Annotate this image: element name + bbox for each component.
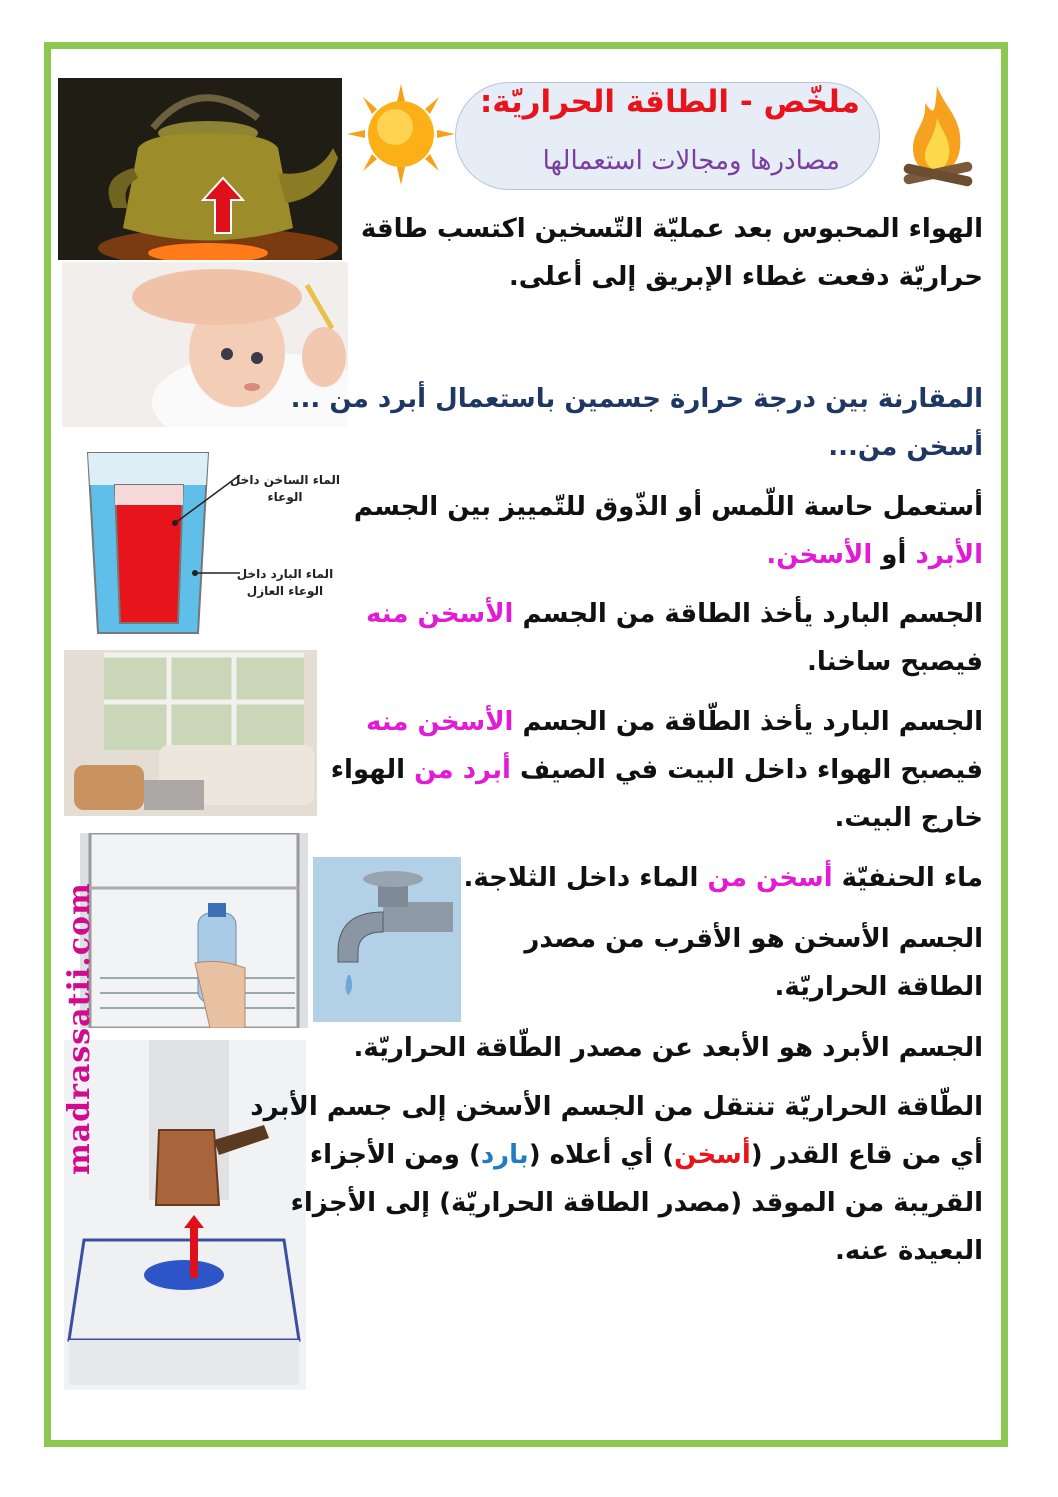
p7-line2: الطاقة الحراريّة. (774, 972, 983, 1002)
p5-line3: خارج البيت. (834, 803, 983, 833)
p9-line2: أي من قاع القدر (أسخن) أي أعلاه (بارد) ومن الأجزاء (309, 1140, 983, 1170)
p1-line1: الهواء المحبوس بعد عمليّة التّسخين اكتسب طاقة (360, 214, 983, 244)
p9-line4: البعيدة عنه. (834, 1236, 983, 1266)
living-room-image (64, 650, 317, 816)
p9-line3: القريبة من الموقد (مصدر الطاقة الحراريّة) إلى الأجزاء (290, 1188, 983, 1218)
p7-line1: الجسم الأسخن هو الأقرب من مصدر (524, 924, 983, 954)
p2-line2: أسخن من... (828, 432, 983, 462)
campfire-icon (885, 78, 990, 190)
p6-line1: ماء الحنفيّة أسخن من الماء داخل الثلاجة. (463, 863, 983, 893)
p3-line2: الأبرد أو الأسخن. (766, 540, 983, 570)
glass-label-hot: الماء الساخن داخل الوعاء (229, 473, 341, 504)
kettle-image (58, 78, 342, 260)
sun-icon (345, 82, 457, 187)
p4-line1: الجسم البارد يأخذ الطاقة من الجسم الأسخن منه (365, 599, 983, 629)
p8-line1: الجسم الأبرد هو الأبعد عن مصدر الطّاقة الحراريّة. (353, 1033, 983, 1063)
p5-line2: فيصبح الهواء داخل البيت في الصيف أبرد من الهواء (330, 755, 983, 785)
page-subtitle: مصادرها ومجالات استعمالها (542, 146, 840, 176)
p3-line1: أستعمل حاسة اللّمس أو الذّوق للتّمييز بين الجسم (353, 492, 983, 522)
p2-line1: المقارنة بين درجة حرارة جسمين باستعمال أبرد من ... (290, 384, 983, 414)
watermark: madrassatii.com (62, 882, 97, 1175)
p4-line2: فيصبح ساخنا. (807, 647, 983, 677)
fridge-image (80, 833, 308, 1028)
faucet-image (313, 857, 461, 1022)
p5-line1: الجسم البارد يأخذ الطّاقة من الجسم الأسخن منه (365, 707, 983, 737)
p1-line2: حراريّة دفعت غطاء الإبريق إلى أعلى. (508, 262, 983, 292)
glass-label-cold: الماء البارد داخل الوعاء العازل (236, 567, 334, 598)
page-title: ملخّص - الطاقة الحراريّة: (479, 84, 860, 120)
p9-line1: الطّاقة الحراريّة تنتقل من الجسم الأسخن إلى جسم الأبرد (250, 1092, 983, 1122)
